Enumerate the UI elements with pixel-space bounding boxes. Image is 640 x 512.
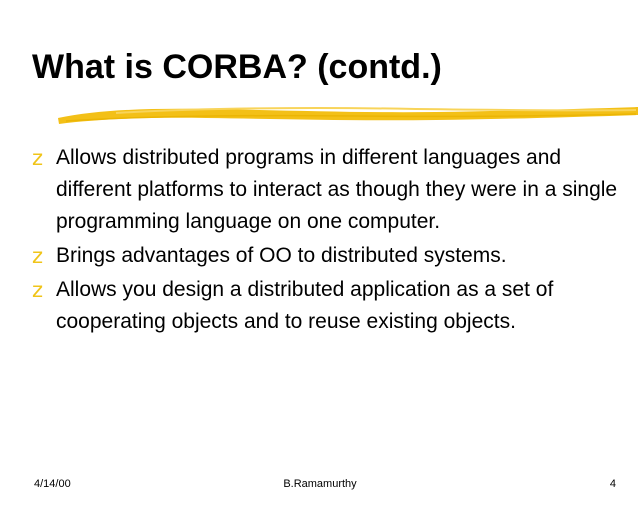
list-item-text: Allows distributed programs in different languages and different platforms to interact as though they were in a single programming language on one computer. <box>56 146 618 233</box>
list-item <box>32 240 618 272</box>
footer-author: B.Ramamurthy <box>283 478 357 490</box>
footer-date: 4/14/00 <box>34 478 71 490</box>
page-title: What is CORBA? (contd.) <box>32 48 442 86</box>
bullet-list <box>32 142 618 340</box>
bullet-marker-icon: z <box>32 244 44 268</box>
bullet-marker-icon: z <box>32 278 44 302</box>
bullet-marker-icon: z <box>32 146 44 170</box>
list-item-text: Brings advantages of OO to distributed systems. <box>56 244 507 267</box>
slide-footer <box>0 478 640 498</box>
list-item <box>32 142 618 238</box>
list-item-text: Allows you design a distributed application as a set of cooperating objects and to reuse existing objects. <box>56 278 554 333</box>
list-item <box>32 274 618 338</box>
footer-page-number: 4 <box>609 478 616 490</box>
title-underline-brushstroke <box>56 104 640 126</box>
